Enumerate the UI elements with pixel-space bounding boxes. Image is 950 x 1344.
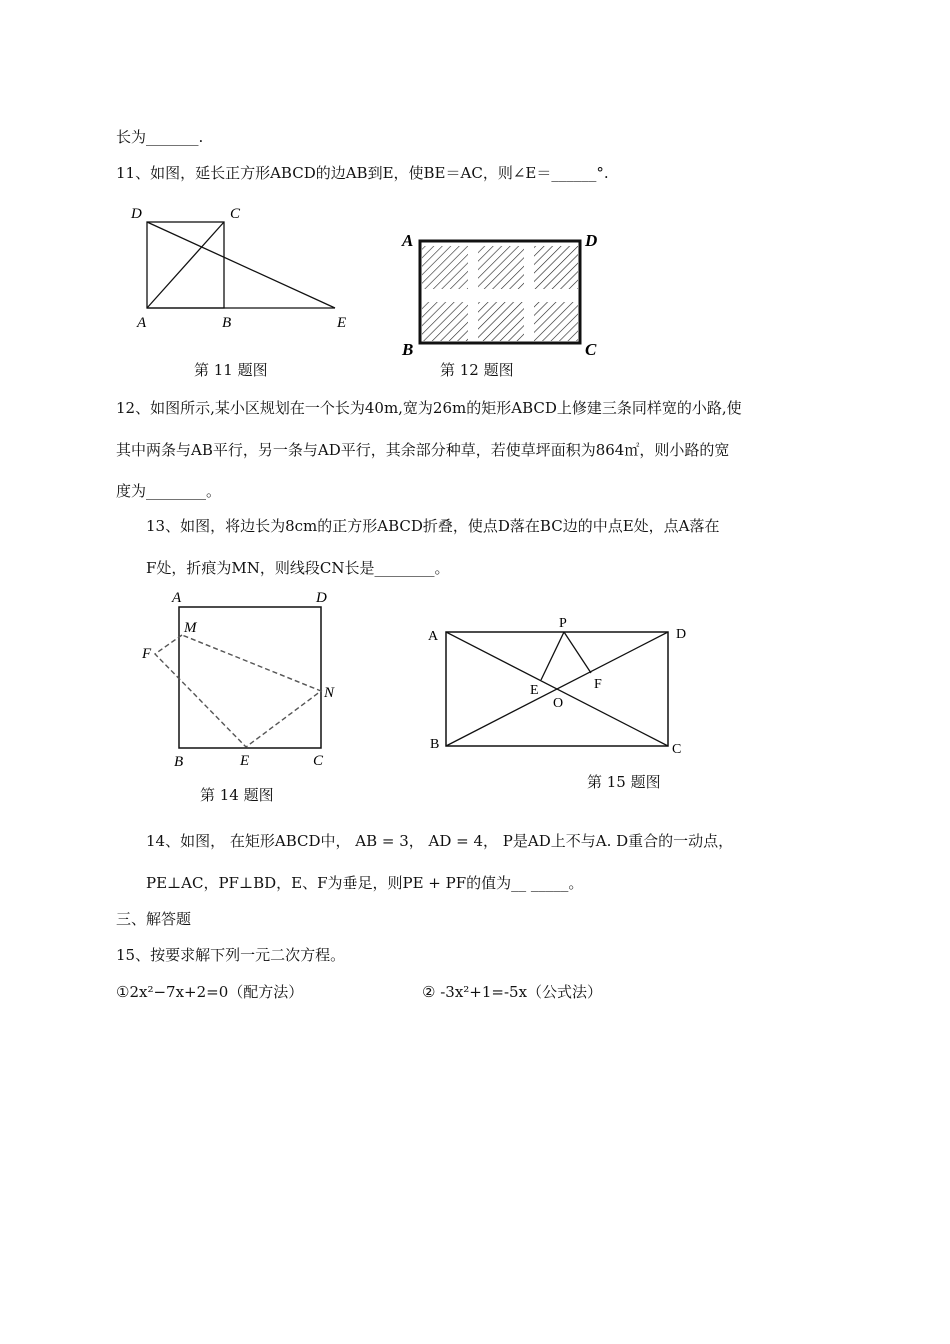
fig11-label-d: D — [131, 206, 142, 222]
fig11-label-c: C — [230, 206, 241, 222]
figure-11 — [125, 200, 365, 340]
question-10-tail: 长为_______. — [116, 128, 204, 146]
fig15-label-a: A — [428, 629, 439, 644]
question-12-line-3: 度为________。 — [116, 482, 222, 500]
question-15: 15、按要求解下列一元二次方程。 — [116, 946, 346, 964]
question-12-line-2: 其中两条与AB平行，另一条与AD平行，其余部分种草，若使草坪面积为864㎡，则小路的宽 — [116, 441, 730, 459]
equation-2: ② -3x²+1=-5x（公式法） — [422, 983, 603, 1001]
question-12-line-1: 12、如图所示,某小区规划在一个长为40m,宽为26m的矩形ABCD上修建三条同样宽的小路,使 — [116, 399, 742, 417]
section-3-title: 三、解答题 — [116, 910, 192, 928]
figure-11-caption: 第 11 题图 — [194, 361, 268, 379]
fig15-label-f: F — [594, 677, 602, 692]
fig12-label-c: C — [585, 340, 597, 359]
fig15-label-e: E — [530, 683, 539, 698]
fig15-label-c: C — [672, 742, 682, 757]
fig14-label-d: D — [316, 590, 327, 606]
figure-14-caption: 第 14 题图 — [200, 786, 274, 804]
fig14-label-b: B — [174, 754, 184, 770]
fig14-label-n: N — [324, 685, 335, 701]
fig14-label-e: E — [240, 753, 250, 769]
question-13-line-1: 13、如图，将边长为8cm的正方形ABCD折叠，使点D落在BC边的中点E处，点A落在 — [146, 517, 720, 535]
fig15-label-d: D — [676, 627, 687, 642]
question-14-line-2: PE⊥AC，PF⊥BD，E、F为垂足，则PE + PF的值为__ _____。 — [146, 874, 584, 892]
fig15-label-p: P — [559, 616, 567, 631]
fig12-label-d: D — [585, 231, 598, 250]
fig14-label-f: F — [142, 646, 152, 662]
figure-14 — [140, 588, 350, 773]
fig15-label-b: B — [430, 737, 440, 752]
fig11-label-e: E — [337, 315, 347, 331]
figure-15 — [424, 610, 694, 760]
equation-1: ①2x²−7x+2=0（配方法） — [116, 983, 304, 1001]
fig12-label-a: A — [402, 231, 414, 250]
figure-15-caption: 第 15 题图 — [587, 773, 661, 791]
fig12-label-b: B — [402, 340, 414, 359]
question-13-line-2: F处，折痕为MN，则线段CN长是________。 — [146, 559, 450, 577]
fig14-label-a: A — [172, 590, 182, 606]
question-11: 11、如图，延长正方形ABCD的边AB到E，使BE＝AC，则∠E＝______°. — [116, 164, 609, 182]
fig14-label-m: M — [184, 620, 197, 636]
figure-12-caption: 第 12 题图 — [440, 361, 514, 379]
question-14-line-1: 14、如图， 在矩形ABCD中， AB = 3， AD = 4， P是AD上不与A. D重合的一动点， — [146, 832, 734, 850]
fig15-label-o: O — [553, 696, 564, 711]
fig11-label-b: B — [222, 315, 232, 331]
figure-12 — [398, 222, 618, 362]
fig11-label-a: A — [137, 315, 147, 331]
fig14-label-c: C — [313, 753, 324, 769]
